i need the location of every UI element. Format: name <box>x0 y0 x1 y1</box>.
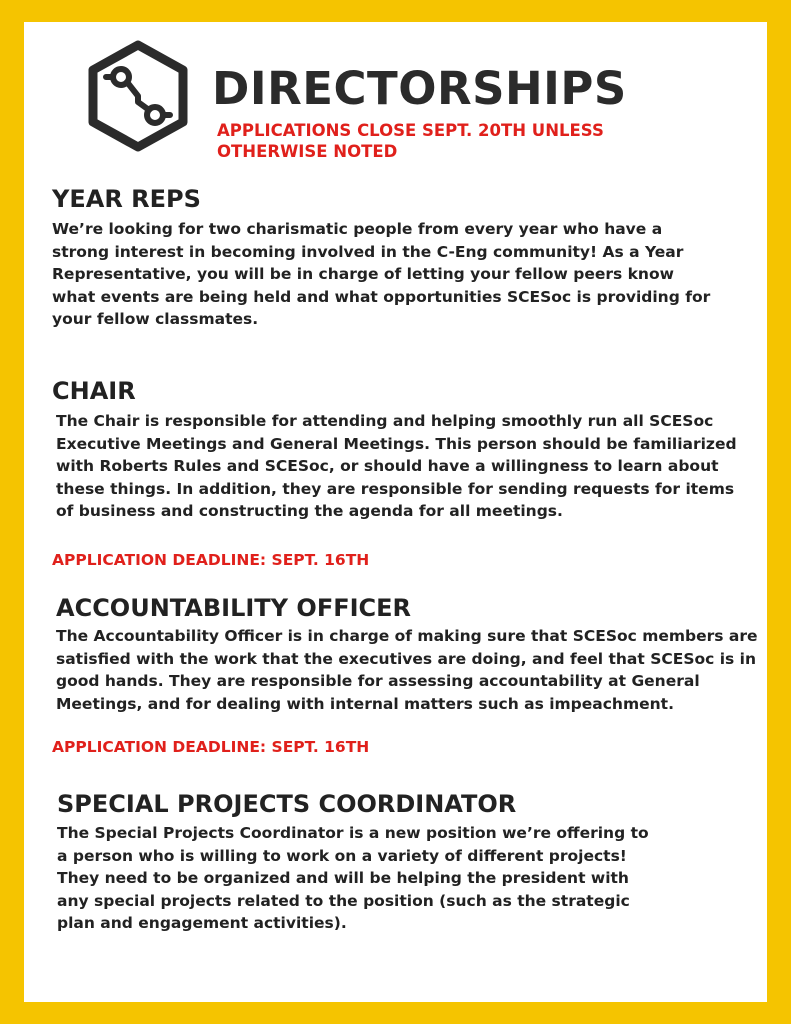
deadline-chair: APPLICATION DEADLINE: SEPT. 16TH <box>52 551 370 569</box>
deadline-accountability-officer: APPLICATION DEADLINE: SEPT. 16TH <box>52 738 370 756</box>
poster-card <box>24 22 767 1002</box>
section-title-chair: CHAIR <box>52 377 136 405</box>
section-body-accountability-officer: The Accountability Officer is in charge of making sure that SCESoc members are satisfied with the work that the executives are doing, and feel that SCESoc is in good hands. They are responsible for assessing accountability at General Meetings, and for dealing with internal matters such as impeachment. <box>56 627 758 713</box>
section-title-year-reps: YEAR REPS <box>52 185 201 213</box>
page-title: DIRECTORSHIPS <box>212 62 627 115</box>
section-title-special-projects-coordinator: SPECIAL PROJECTS COORDINATOR <box>57 790 517 818</box>
section-body-year-reps: We’re looking for two charismatic people from every year who have a strong interest in becoming involved in the C-Eng community! As a Year Representative, you will be in charge of letting your fellow peers know what events are being held and what opportunities SCESoc is providing for your fellow classmates. <box>52 220 711 328</box>
section-body-special-projects-coordinator: The Special Projects Coordinator is a new position we’re offering to a person who is willing to work on a variety of different projects! They need to be organized and will be helping the president with any special projects related to the position (such as the strategic plan and engagement activities). <box>57 824 649 932</box>
section-title-accountability-officer: ACCOUNTABILITY OFFICER <box>56 594 412 622</box>
applications-close-notice: APPLICATIONS CLOSE SEPT. 20TH UNLESS OTHERWISE NOTED <box>217 121 604 161</box>
section-body-chair: The Chair is responsible for attending and helping smoothly run all SCESoc Executive Meetings and General Meetings. This person should be familiarized with Roberts Rules and SCESoc, or should have a willingness to learn about these things. In addition, they are responsible for sending requests for items of business and constructing the agenda for all meetings. <box>56 412 737 520</box>
circuit-hexagon-icon <box>86 40 190 152</box>
